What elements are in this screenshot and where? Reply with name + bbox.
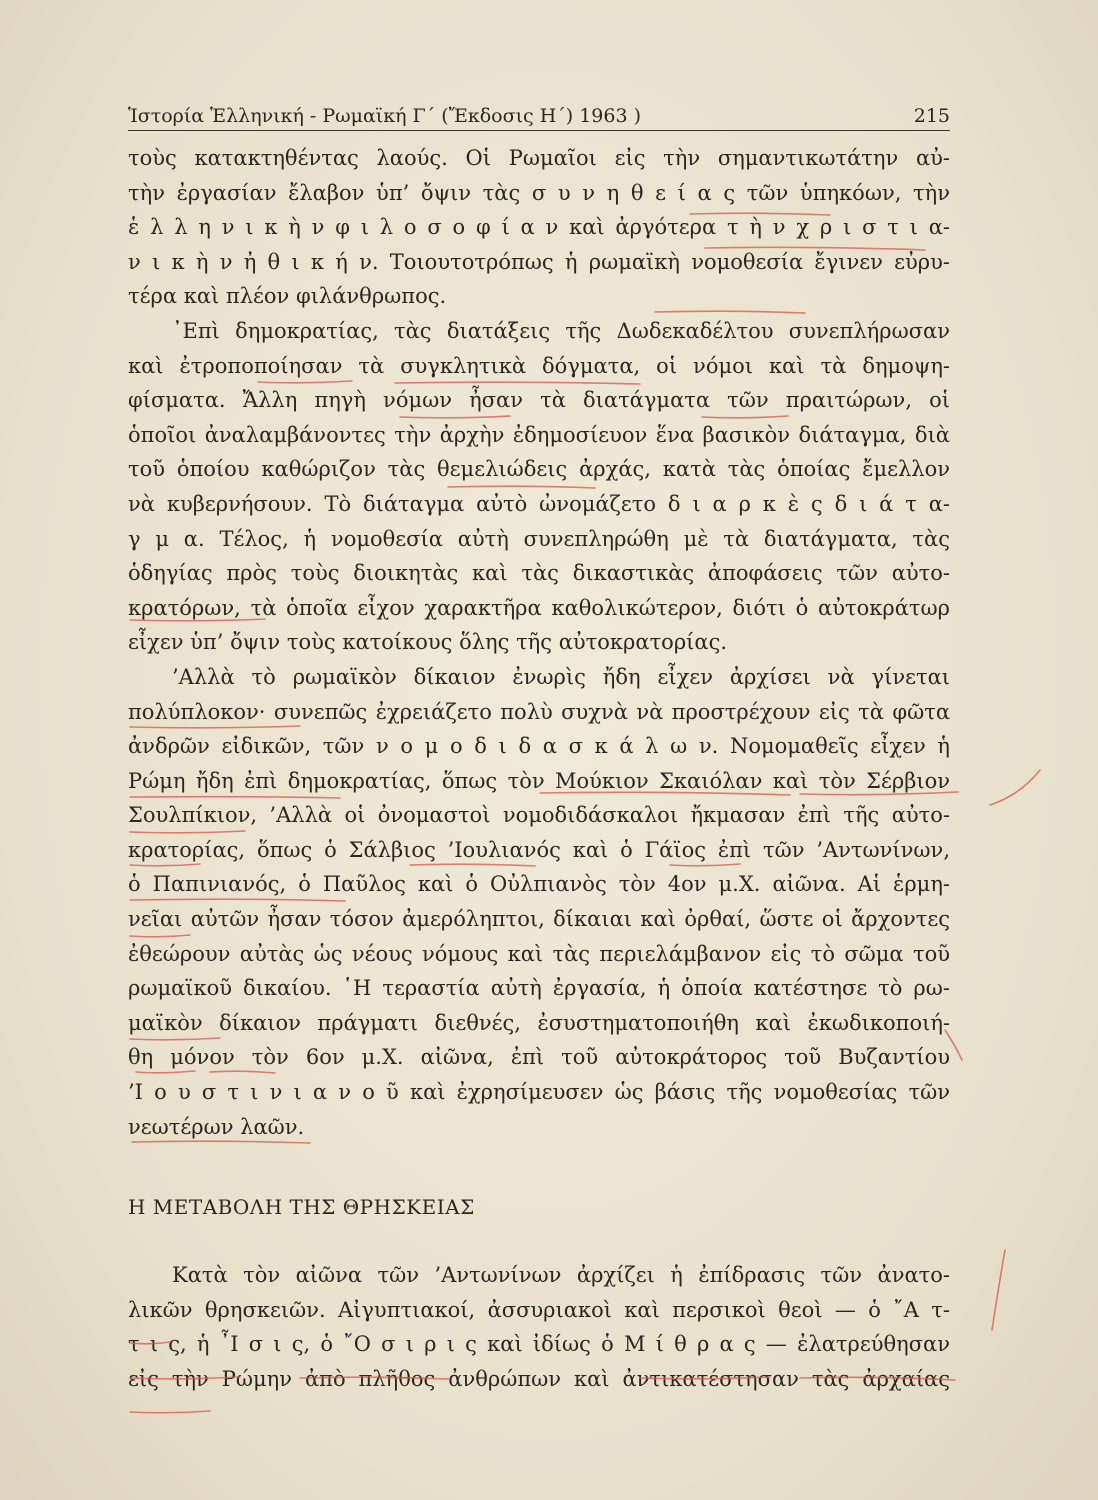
text-line: ’Αλλὰ τὸ ρωμαϊκὸν δίκαιον ἐνωρὶς ἤδη εἶχεν ἀρχίσει νὰ γίνεται [172, 664, 950, 689]
text-line: ἑ λ λ η ν ι κ ὴ ν φ ι λ ο σ ο φ ί α ν καὶ ἀργότερα τ ὴ ν χ ρ ι σ τ ι α- [128, 215, 950, 240]
section-heading: Η ΜΕΤΑΒΟΛΗ ΤΗΣ ΘΡΗΣΚΕΙΑΣ [128, 1195, 475, 1219]
running-header [128, 101, 950, 131]
text-line: κρατόρων, τὰ ὁποῖα εἶχον χαρακτῆρα καθολικώτερον, διότι ὁ αὐτοκράτωρ [128, 595, 950, 620]
text-line: κρατορίας, ὅπως ὁ Σάλβιος ’Ιουλιανός καὶ ὁ Γάϊος ἐπὶ τῶν ’Αντωνίνων, [128, 837, 950, 862]
running-title: Ἱστορία Ἑλληνική - Ρωμαϊκή Γ΄ (Ἔκδοσις Η΄) 1963 ) [128, 105, 642, 127]
text-line: Κατὰ τὸν αἰῶνα τῶν ’Αντωνίνων ἀρχίζει ἡ ἐπίδρασις τῶν ἀνατο- [172, 1263, 950, 1287]
text-line: νὰ κυβερνήσουν. Τὸ διάταγμα αὐτὸ ὠνομάζετο δ ι α ρ κ ὲ ς δ ι ά τ α- [128, 491, 950, 516]
page-number: 215 [913, 105, 950, 127]
text-line: ἐθεώρουν αὐτὰς ὡς νέους νόμους καὶ τὰς περιελάμβανον εἰς τὸ σῶμα τοῦ [128, 941, 950, 966]
text-line: νεῖαι αὐτῶν ἦσαν τόσον ἀμερόληπτοι, δίκαιαι καὶ ὀρθαί, ὥστε οἱ ἄρχοντες [128, 907, 950, 932]
body-text [128, 141, 950, 1144]
header-rule [128, 130, 950, 131]
text-line: τοῦ ὁποίου καθώριζον τὰς θεμελιώδεις ἀρχάς, κατὰ τὰς ὁποίας ἔμελλον [128, 457, 950, 482]
text-line: καὶ ἐτροποποίησαν τὰ συγκλητικὰ δόγματα, οἱ νόμοι καὶ τὰ δημοψη- [128, 353, 950, 378]
text-line: θη μόνον τὸν 6ον μ.Χ. αἰῶνα, ἐπὶ τοῦ αὐτοκράτορος τοῦ Βυζαντίου [128, 1045, 950, 1070]
text-line: πολύπλοκον· συνεπῶς ἐχρειάζετο πολὺ συχνὰ νὰ προστρέχουν εἰς τὰ φῶτα [128, 699, 950, 724]
text-line: ρωμαϊκοῦ δικαίου. ῾Η τεραστία αὐτὴ ἐργασία, ἡ ὁποία κατέστησε τὸ ρω- [128, 976, 950, 1001]
text-line: ὁποῖοι ἀναλαμβάνοντες τὴν ἀρχὴν ἐδημοσίευον ἕνα βασικὸν διάταγμα, διὰ [128, 422, 950, 447]
text-line: ὁδηγίας πρὸς τοὺς διοικητὰς καὶ τὰς δικαστικὰς ἀποφάσεις τῶν αὐτο- [128, 561, 950, 586]
margin-stroke [990, 770, 1040, 805]
text-line: ν ι κ ὴ ν ἠ θ ι κ ή ν. Τοιουτοτρόπως ἡ ρωμαϊκὴ νομοθεσία ἔγινεν εὐρυ- [128, 249, 950, 274]
text-line: λικῶν θρησκειῶν. Αἰγυπτιακοί, ἀσσυριακοὶ καὶ περσικοὶ θεοὶ — ὁ ῎Α τ- [128, 1297, 950, 1322]
text-line: Σουλπίκιον, ’Αλλὰ οἱ ὀνομαστοὶ νομοδιδάσκαλοι ἤκμασαν ἐπὶ τῆς αὐτο- [128, 803, 950, 828]
section-text [128, 1258, 950, 1396]
text-line: εἶχεν ὑπ’ ὄψιν τοὺς κατοίκους ὅλης τῆς αὐτοκρατορίας. [128, 630, 728, 655]
text-line: τέρα καὶ πλέον φιλάνθρωπος. [128, 284, 447, 309]
text-line: γ μ α. Τέλος, ἡ νομοθεσία αὐτὴ συνεπληρώθη μὲ τὰ διατάγματα, τὰς [128, 526, 950, 551]
text-line: ὁ Παπινιανός, ὁ Παῦλος καὶ ὁ Οὐλπιανὸς τὸν 4ον μ.Χ. αἰῶνα. Αἱ ἑρμη- [128, 872, 950, 897]
text-line: ἀνδρῶν εἰδικῶν, τῶν ν ο μ ο δ ι δ α σ κ ά λ ω ν. Νομομαθεῖς εἶχεν ἡ [128, 734, 950, 759]
underline-mark [130, 1411, 210, 1413]
text-line: τ ι ς, ἡ ῏Ι σ ι ς, ὁ ῎Ο σ ι ρ ι ς καὶ ἰδίως ὁ Μ ί θ ρ α ς — ἐλατρεύθησαν [128, 1332, 950, 1357]
text-line: τοὺς κατακτηθέντας λαούς. Οἱ Ρωμαῖοι εἰς τὴν σημαντικωτάτην αὐ- [128, 146, 950, 170]
text-line: Ρώμη ἤδη ἐπὶ δημοκρατίας, ὅπως τὸν Μούκιον Σκαιόλαν καὶ τὸν Σέρβιον [128, 768, 950, 793]
text-line: μαϊκὸν δίκαιον πράγματι διεθνές, ἐσυστηματοποιήθη καὶ ἐκωδικοποιή- [128, 1010, 950, 1035]
text-line: ’Ι ο υ σ τ ι ν ι α ν ο ῦ καὶ ἐχρησίμευσεν ὡς βάσις τῆς νομοθεσίας τῶν [128, 1080, 950, 1105]
text-line: τὴν ἐργασίαν ἔλαβον ὑπ’ ὄψιν τὰς σ υ ν η θ ε ί α ς τῶν ὑπηκόων, τὴν [128, 180, 950, 205]
text-line: ᾿Επὶ δημοκρατίας, τὰς διατάξεις τῆς Δωδεκαδέλτου συνεπλήρωσαν [172, 318, 950, 343]
text-line: νεωτέρων λαῶν. [128, 1114, 305, 1139]
margin-stroke [992, 1250, 1005, 1330]
text-line: φίσματα. Ἄλλη πηγὴ νόμων ἦσαν τὰ διατάγματα τῶν πραιτώρων, οἱ [128, 388, 950, 413]
text-line: εἰς τὴν Ρώμην ἀπὸ πλῆθος ἀνθρώπων καὶ ἀντικατέστησαν τὰς ἀρχαίας [128, 1366, 950, 1391]
